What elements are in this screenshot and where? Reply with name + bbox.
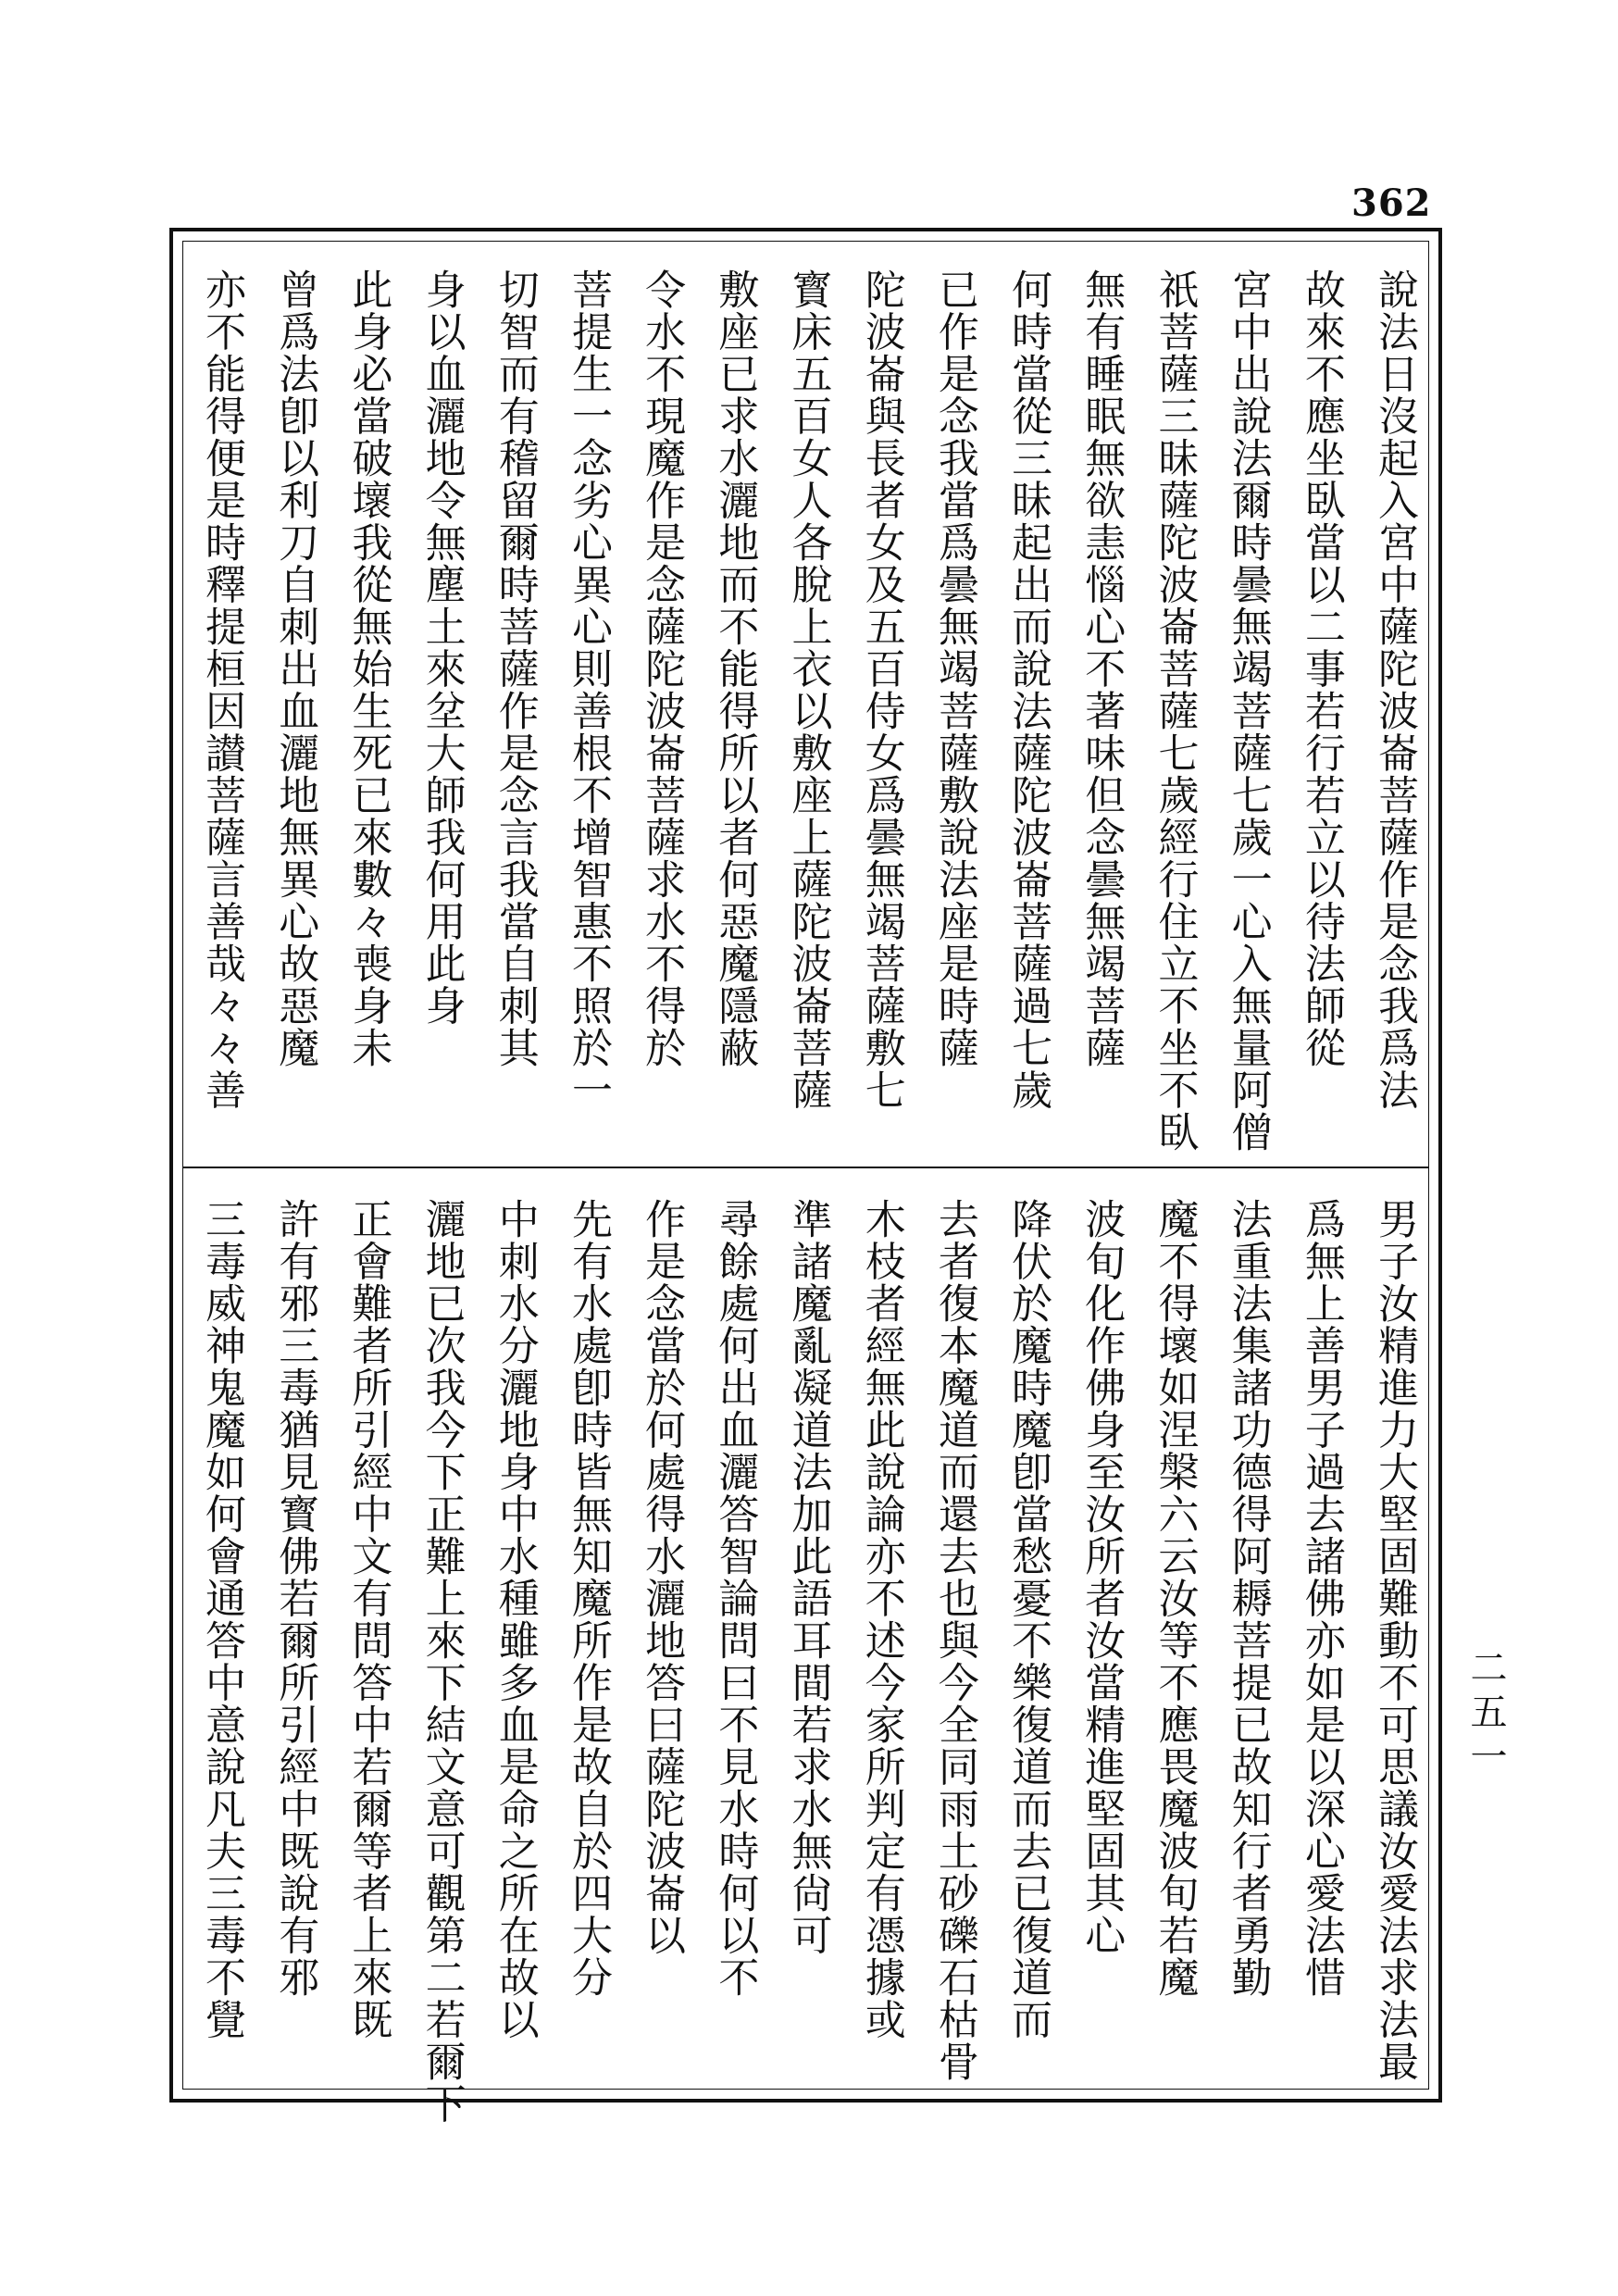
lower-text-column: 許有邪三毒猶見寳佛若爾所引經中既說有邪	[271, 1198, 319, 1999]
lower-text-column: 作是念當於何處得水灑地答曰薩陀波崙以	[638, 1198, 686, 1956]
upper-text-column: 寳床五百女人各脫上衣以敷座上薩陀波崙菩薩	[784, 268, 832, 1111]
upper-text-column: 令水不現魔作是念薩陀波崙菩薩求水不得於	[638, 268, 686, 1069]
lower-text-column: 灑地已次我今下正難上來下結文意可觀第二若爾下	[417, 1198, 466, 2125]
upper-text-column: 宮中出說法爾時曇無竭菩薩七歲一心入無量阿僧	[1224, 268, 1272, 1154]
lower-text-column: 正會難者所引經中文有問答中若爾等者上來既	[344, 1198, 392, 2040]
page-number: 362	[1351, 181, 1432, 225]
lower-text-column: 中刺水分灑地身中水種雖多血是命之所在故以	[491, 1198, 539, 2040]
upper-text-column: 身以血灑地令無塵土來坌大師我何用此身	[417, 268, 466, 1027]
upper-text-column: 切智而有稽留爾時菩薩作是念言我當自刺其	[491, 268, 539, 1069]
lower-commentary-section	[195, 1178, 1420, 2125]
upper-text-column: 陀波崙與長者女及五百侍女爲曇無竭菩薩敷七	[857, 268, 905, 1111]
upper-text-column: 此身必當破壞我從無始生死已來數々喪身未	[344, 268, 392, 1069]
lower-text-column: 降伏於魔時魔卽當愁憂不樂復道而去已復道而	[1004, 1198, 1052, 2040]
text-frame	[169, 228, 1442, 2125]
lower-text-column: 魔不得壞如涅槃六云汝等不應畏魔波旬若魔	[1151, 1198, 1199, 1999]
lower-text-column: 法重法集諸功德得阿耨菩提已故知行者勇勤	[1224, 1198, 1272, 1999]
upper-text-column: 故來不應坐臥當以二事若行若立以待法師從	[1297, 268, 1345, 1069]
section-divider	[182, 1167, 1429, 1168]
lower-text-column: 準諸魔亂凝道法加此語耳間若求水無尙可	[784, 1198, 832, 1956]
lower-text-column: 波旬化作佛身至汝所者汝當精進堅固其心	[1077, 1198, 1126, 1956]
upper-text-column: 無有睡眠無欲恚惱心不著味但念曇無竭菩薩	[1077, 268, 1126, 1069]
lower-text-column: 男子汝精進力大堅固難動不可思議汝愛法求法最	[1371, 1198, 1418, 2083]
lower-text-column: 先有水處卽時皆無知魔所作是故自於四大分	[564, 1198, 612, 1999]
upper-text-column: 菩提生一念劣心異心則善根不增智惠不照於一	[564, 268, 612, 1111]
lower-text-column: 三毒威神鬼魔如何會通答中意說凡夫三毒不覺	[198, 1198, 245, 2040]
upper-text-column: 說法日沒起入宮中薩陀波崙菩薩作是念我爲法	[1371, 268, 1418, 1111]
upper-text-column: 祇菩薩三昧薩陀波崙菩薩七歲經行住立不坐不臥	[1151, 268, 1199, 1154]
upper-text-column: 已作是念我當爲曇無竭菩薩敷說法座是時薩	[930, 268, 978, 1069]
upper-text-column: 曾爲法卽以利刀自刺出血灑地無異心故惡魔	[271, 268, 319, 1069]
lower-text-column: 爲無上善男子過去諸佛亦如是以深心愛法惜	[1297, 1198, 1345, 1999]
lower-text-column: 木枝者經無此說論亦不述今家所判定有憑據或	[857, 1198, 905, 2040]
upper-text-column: 亦不能得便是時釋提桓因讃菩薩言善哉々々善	[198, 268, 245, 1111]
lower-text-column: 去者復本魔道而還去也與今全同雨土砂礫石枯骨	[930, 1198, 978, 2083]
upper-text-column: 敷座已求水灑地而不能得所以者何惡魔隱蔽	[711, 268, 759, 1069]
upper-text-column: 何時當從三昧起出而說法薩陀波崙菩薩過七歲	[1004, 268, 1052, 1111]
upper-commentary-section	[195, 248, 1420, 1157]
margin-folio-mark: 二五一	[1464, 1648, 1507, 1781]
lower-text-column: 尋餘處何出血灑答智論問曰不見水時何以不	[711, 1198, 759, 1999]
